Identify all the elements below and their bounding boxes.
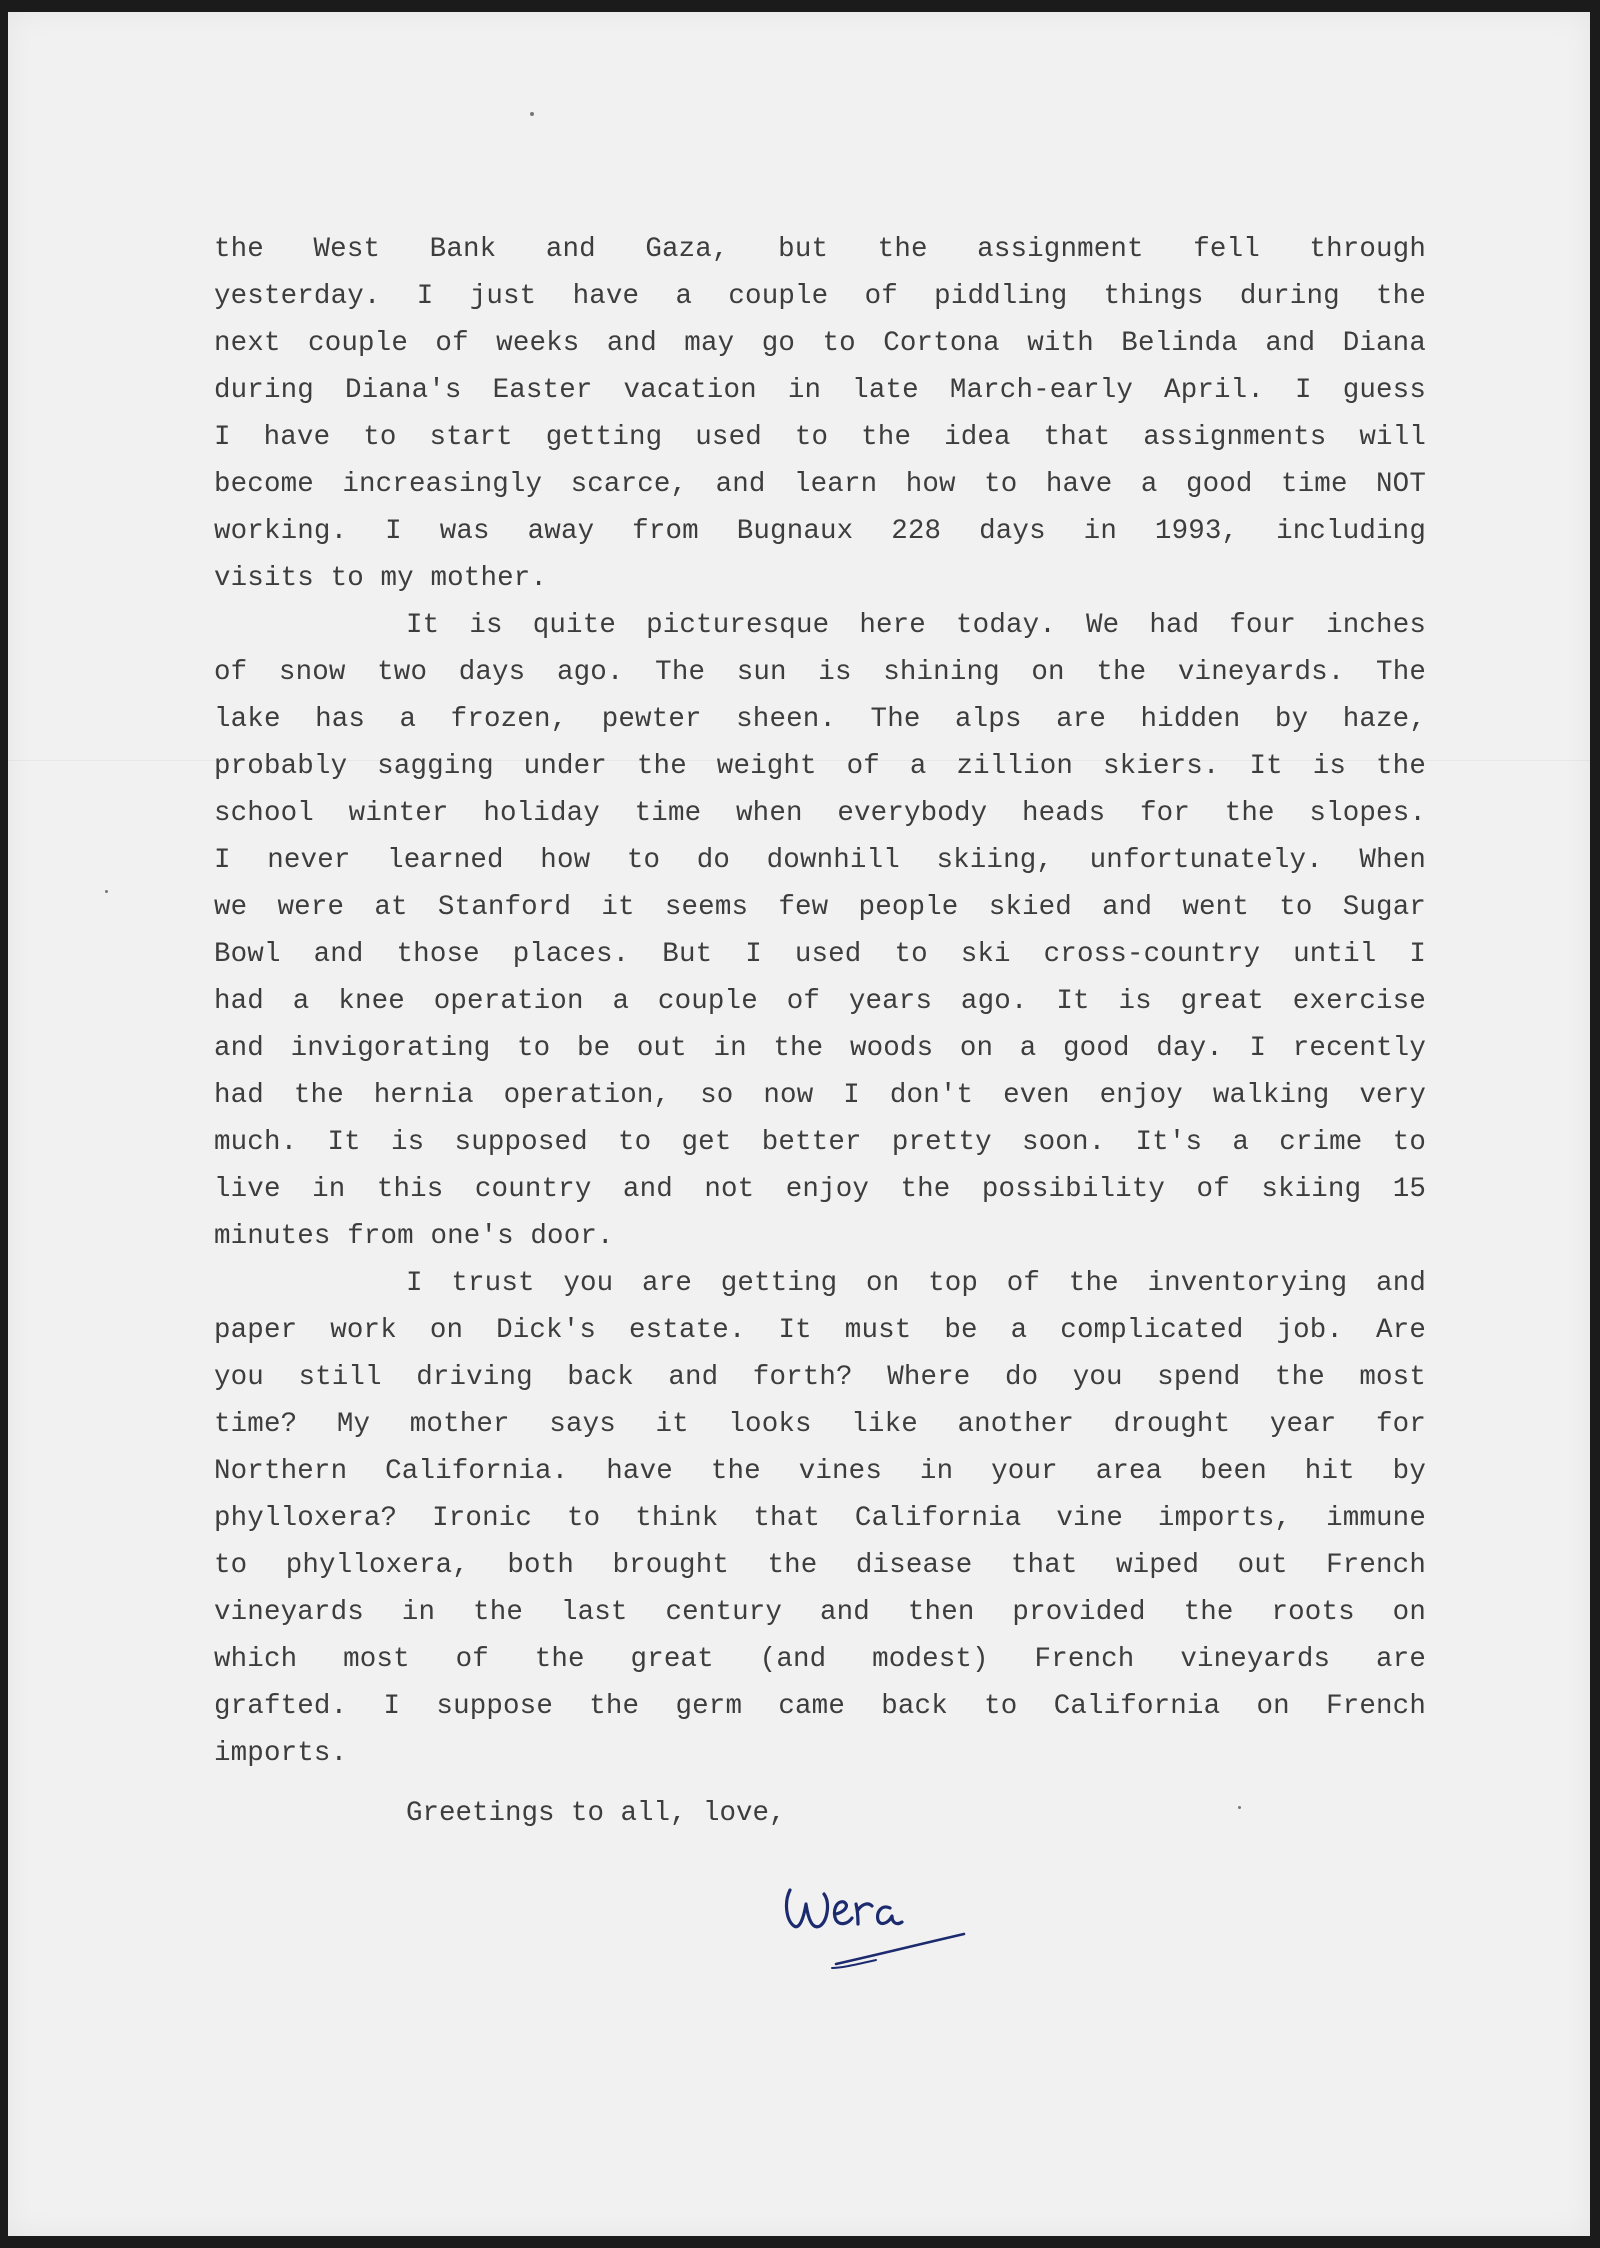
text-line: phylloxera? Ironic to think that California vine imports, immune bbox=[214, 1503, 1426, 1534]
text-line: much. It is supposed to get better pretty soon. It's a crime to bbox=[214, 1127, 1426, 1158]
text-line: of snow two days ago. The sun is shining on the vineyards. The bbox=[214, 657, 1426, 688]
text-line: Northern California. have the vines in your area been hit by bbox=[214, 1456, 1426, 1487]
text-line: lake has a frozen, pewter sheen. The alps are hidden by haze, bbox=[214, 704, 1426, 735]
text-line: to phylloxera, both brought the disease that wiped out French bbox=[214, 1550, 1426, 1581]
text-line: imports. bbox=[214, 1738, 348, 1769]
text-line: paper work on Dick's estate. It must be a complicated job. Are bbox=[214, 1315, 1426, 1346]
paper-speck bbox=[530, 112, 534, 116]
text-line: which most of the great (and modest) French vineyards are bbox=[214, 1644, 1426, 1675]
text-line: and invigorating to be out in the woods on a good day. I recently bbox=[214, 1033, 1426, 1064]
text-line: probably sagging under the weight of a zillion skiers. It is the bbox=[214, 751, 1426, 782]
text-line: working. I was away from Bugnaux 228 days in 1993, including bbox=[214, 516, 1426, 547]
paper-speck bbox=[105, 890, 108, 893]
text-line: you still driving back and forth? Where do you spend the most bbox=[214, 1362, 1426, 1393]
text-line: I never learned how to do downhill skiing, unfortunately. When bbox=[214, 845, 1426, 876]
paper-speck bbox=[1238, 1806, 1241, 1809]
text-line: the West Bank and Gaza, but the assignment fell through bbox=[214, 234, 1426, 265]
text-line: I have to start getting used to the idea that assignments will bbox=[214, 422, 1426, 453]
text-line: school winter holiday time when everybody heads for the slopes. bbox=[214, 798, 1426, 829]
text-line: minutes from one's door. bbox=[214, 1221, 614, 1252]
closing-line: Greetings to all, love, bbox=[406, 1798, 786, 1829]
letter-body bbox=[214, 226, 1426, 1777]
text-line: become increasingly scarce, and learn how to have a good time NOT bbox=[214, 469, 1426, 500]
text-line: yesterday. I just have a couple of piddling things during the bbox=[214, 281, 1426, 312]
handwritten-signature bbox=[772, 1860, 992, 1990]
text-line: vineyards in the last century and then provided the roots on bbox=[214, 1597, 1426, 1628]
text-line: had a knee operation a couple of years ago. It is great exercise bbox=[214, 986, 1426, 1017]
text-line: during Diana's Easter vacation in late March-early April. I guess bbox=[214, 375, 1426, 406]
text-line: grafted. I suppose the germ came back to California on French bbox=[214, 1691, 1426, 1722]
text-line: live in this country and not enjoy the possibility of skiing 15 bbox=[214, 1174, 1426, 1205]
text-line: next couple of weeks and may go to Cortona with Belinda and Diana bbox=[214, 328, 1426, 359]
text-line: had the hernia operation, so now I don't even enjoy walking very bbox=[214, 1080, 1426, 1111]
text-line: Bowl and those places. But I used to ski cross-country until I bbox=[214, 939, 1426, 970]
text-line: time? My mother says it looks like another drought year for bbox=[214, 1409, 1426, 1440]
text-line: visits to my mother. bbox=[214, 563, 548, 594]
text-line: I trust you are getting on top of the inventorying and bbox=[406, 1268, 1426, 1299]
text-line: It is quite picturesque here today. We had four inches bbox=[406, 610, 1426, 641]
text-line: we were at Stanford it seems few people skied and went to Sugar bbox=[214, 892, 1426, 923]
